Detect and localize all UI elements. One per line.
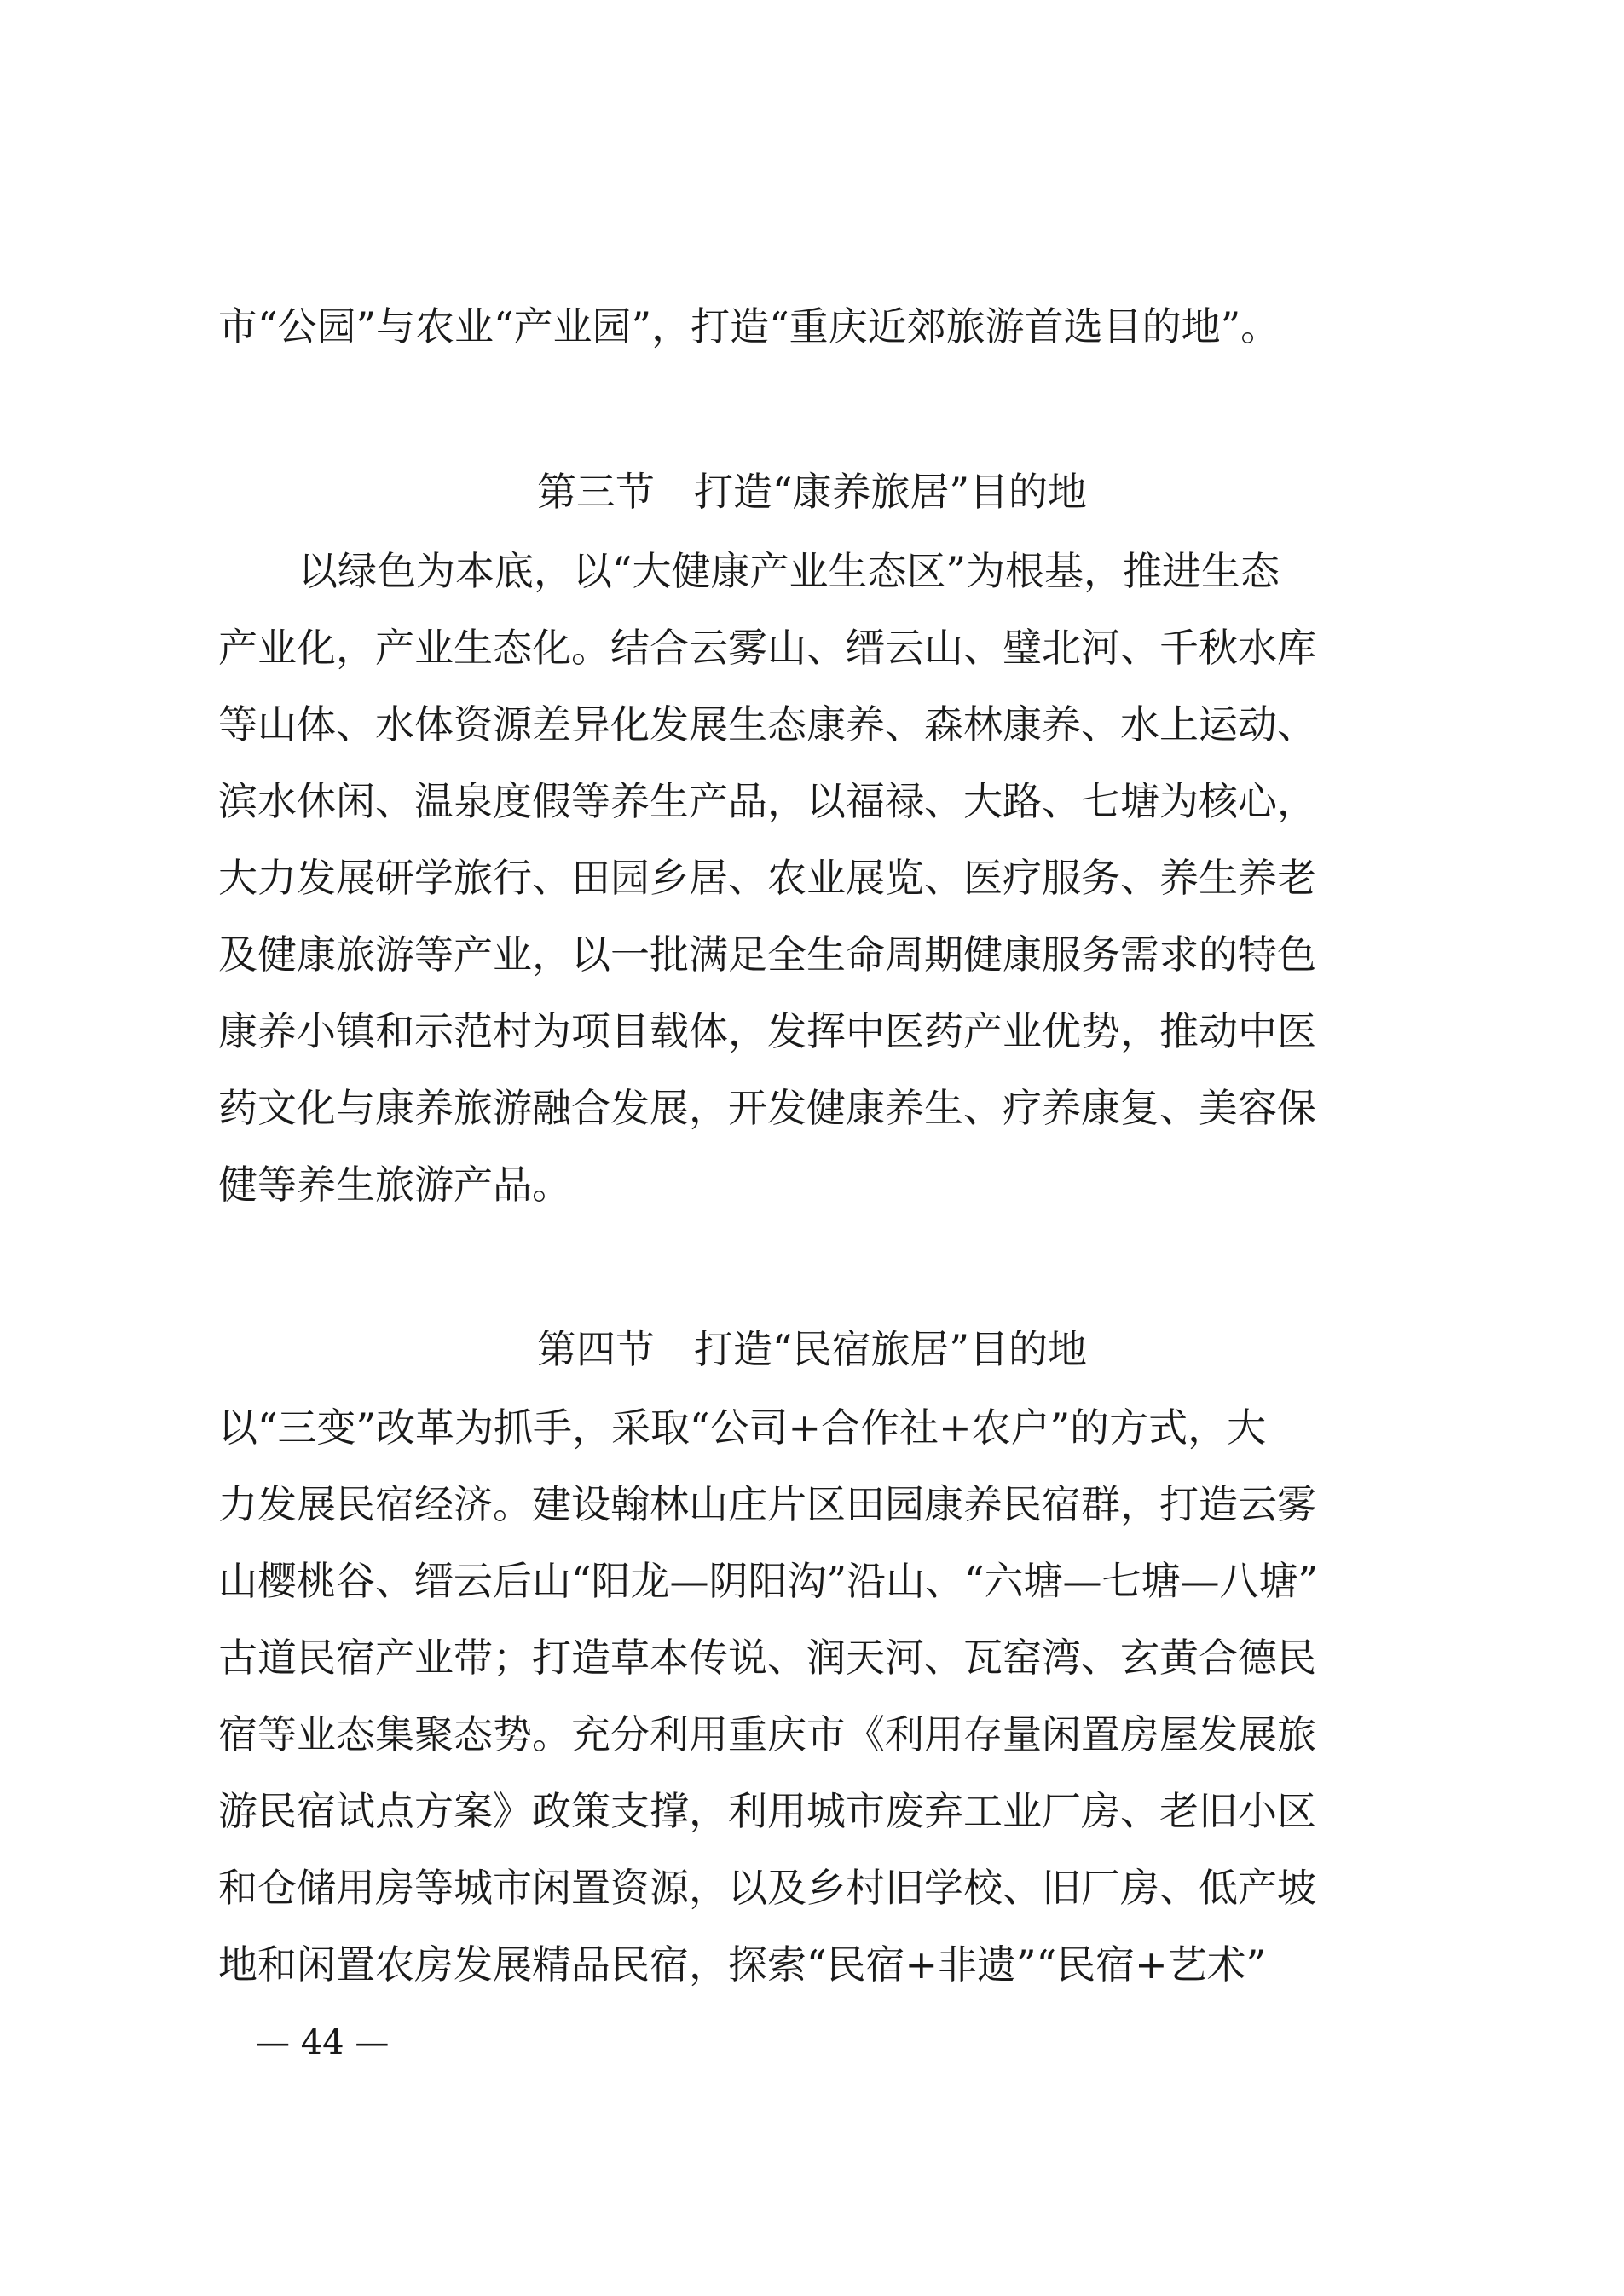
body-text-line: 以绿色为本底，以“大健康产业生态区”为根基，推进生态 xyxy=(298,548,1280,594)
body-text-line: 地和闲置农房发展精品民宿，探索“民宿+非遗”“民宿+艺术” xyxy=(218,1941,1267,1987)
body-text-line: 古道民宿产业带；打造草本传说、润天河、瓦窑湾、玄黄合德民 xyxy=(218,1635,1316,1681)
body-text-line: 宿等业态集聚态势。充分利用重庆市《利用存量闲置房屋发展旅 xyxy=(218,1711,1316,1757)
page-number: — 44 — xyxy=(256,2023,390,2062)
body-text-line: 市“公园”与农业“产业园”，打造“重庆近郊旅游首选目的地”。 xyxy=(218,303,1280,349)
body-text-line: 药文化与康养旅游融合发展，开发健康养生、疗养康复、美容保 xyxy=(218,1085,1316,1131)
body-text-line: 康养小镇和示范村为项目载体，发挥中医药产业优势，推动中医 xyxy=(218,1008,1316,1054)
body-text-line: 及健康旅游等产业，以一批满足全生命周期健康服务需求的特色 xyxy=(218,932,1316,978)
section-heading-4: 第四节 打造“民宿旅居”目的地 xyxy=(536,1326,1088,1372)
section-heading-3: 第三节 打造“康养旅居”目的地 xyxy=(536,469,1088,515)
body-text-line: 山樱桃谷、缙云后山“阳龙—阴阳沟”沿山、“六塘—七塘—八塘” xyxy=(218,1558,1319,1604)
body-text-line: 等山体、水体资源差异化发展生态康养、森林康养、水上运动、 xyxy=(218,701,1316,747)
body-text-line: 产业化，产业生态化。结合云雾山、缙云山、璧北河、千秋水库 xyxy=(218,625,1316,671)
body-text-line: 力发展民宿经济。建设翰林山庄片区田园康养民宿群，打造云雾 xyxy=(218,1481,1316,1527)
body-text-line: 滨水休闲、温泉度假等养生产品，以福禄、大路、七塘为核心， xyxy=(218,778,1316,824)
body-text-line: 大力发展研学旅行、田园乡居、农业展览、医疗服务、养生养老 xyxy=(218,855,1316,901)
body-text-line: 健等养生旅游产品。 xyxy=(218,1162,571,1208)
body-text-line: 和仓储用房等城市闲置资源，以及乡村旧学校、旧厂房、低产坡 xyxy=(218,1865,1316,1911)
body-text-line: 游民宿试点方案》政策支撑，利用城市废弃工业厂房、老旧小区 xyxy=(218,1788,1316,1834)
body-text-line: 以“三变”改革为抓手，采取“公司+合作社+农户”的方式，大 xyxy=(218,1405,1267,1451)
